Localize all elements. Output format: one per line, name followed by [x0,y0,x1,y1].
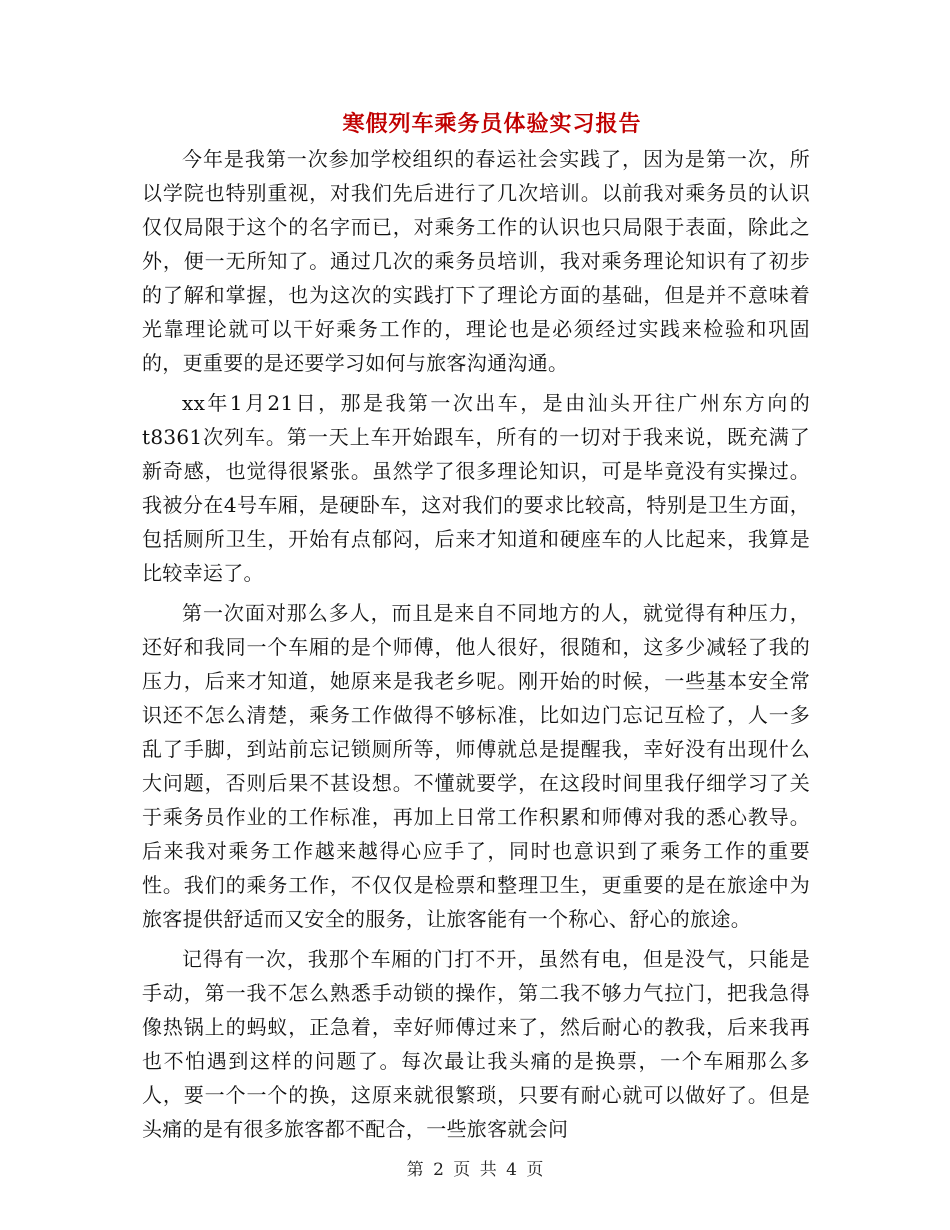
document-title: 寒假列车乘务员体验实习报告 [342,111,642,137]
paragraph-1: 今年是我第一次参加学校组织的春运社会实践了，因为是第一次，所以学院也特别重视，对我们先后进行了几次培训。以前我对乘务员的认识仅仅局限于这个的名字而已，对乘务工作的认识也只局限于表面，除此之外，便一无所知了。通过几次的乘务员培训，我对乘务理论知识有了初步的了解和掌握，也为这次的实践打下了理论方面的基础，但是并不意味着光靠理论就可以干好乘务工作的，理论也是必须经过实践来检验和巩固的，更重要的是还要学习如何与旅客沟通沟通。 [142,147,810,375]
paragraph-3: 第一次面对那么多人，而且是来自不同地方的人，就觉得有种压力，还好和我同一个车厢的是个师傅，他人很好，很随和，这多少减轻了我的压力，后来才知道，她原来是我老乡呢。刚开始的时候，一些基本安全常识还不怎么清楚，乘务工作做得不够标准，比如边门忘记互检了，人一多乱了手脚，到站前忘记锁厕所等，师傅就总是提醒我，幸好没有出现什么大问题，否则后果不甚设想。不懂就要学，在这段时间里我仔细学习了关于乘务员作业的工作标准，再加上日常工作积累和师傅对我的悉心教导。后来我对乘务工作越来越得心应手了，同时也意识到了乘务工作的重要性。我们的乘务工作，不仅仅是检票和整理卫生，更重要的是在旅途中为旅客提供舒适而又安全的服务，让旅客能有一个称心、舒心的旅途。 [142,601,810,931]
document-body [142,142,810,1146]
paragraph-4: 记得有一次，我那个车厢的门打不开，虽然有电，但是没气，只能是手动，第一我不怎么熟悉手动锁的操作，第二我不够力气拉门，把我急得像热锅上的蚂蚁，正急着，幸好师傅过来了，然后耐心的教我，后来我再也不怕遇到这样的问题了。每次最让我头痛的是换票，一个车厢那么多人，要一个一个的换，这原来就很繁琐，只要有耐心就可以做好了。但是头痛的是有很多旅客都不配合，一些旅客就会问 [142,947,810,1141]
paragraph-2: xx年1月21日，那是我第一次出车，是由汕头开往广州东方向的t8361次列车。第一天上车开始跟车，所有的一切对于我来说，既充满了新奇感，也觉得很紧张。虽然学了很多理论知识，可是毕竟没有实操过。我被分在4号车厢，是硬卧车，这对我们的要求比较高，特别是卫生方面，包括厕所卫生，开始有点郁闷，后来才知道和硬座车的人比起来，我算是比较幸运了。 [142,391,810,585]
page-number-footer: 第 2 页 共 4 页 [406,1160,544,1180]
